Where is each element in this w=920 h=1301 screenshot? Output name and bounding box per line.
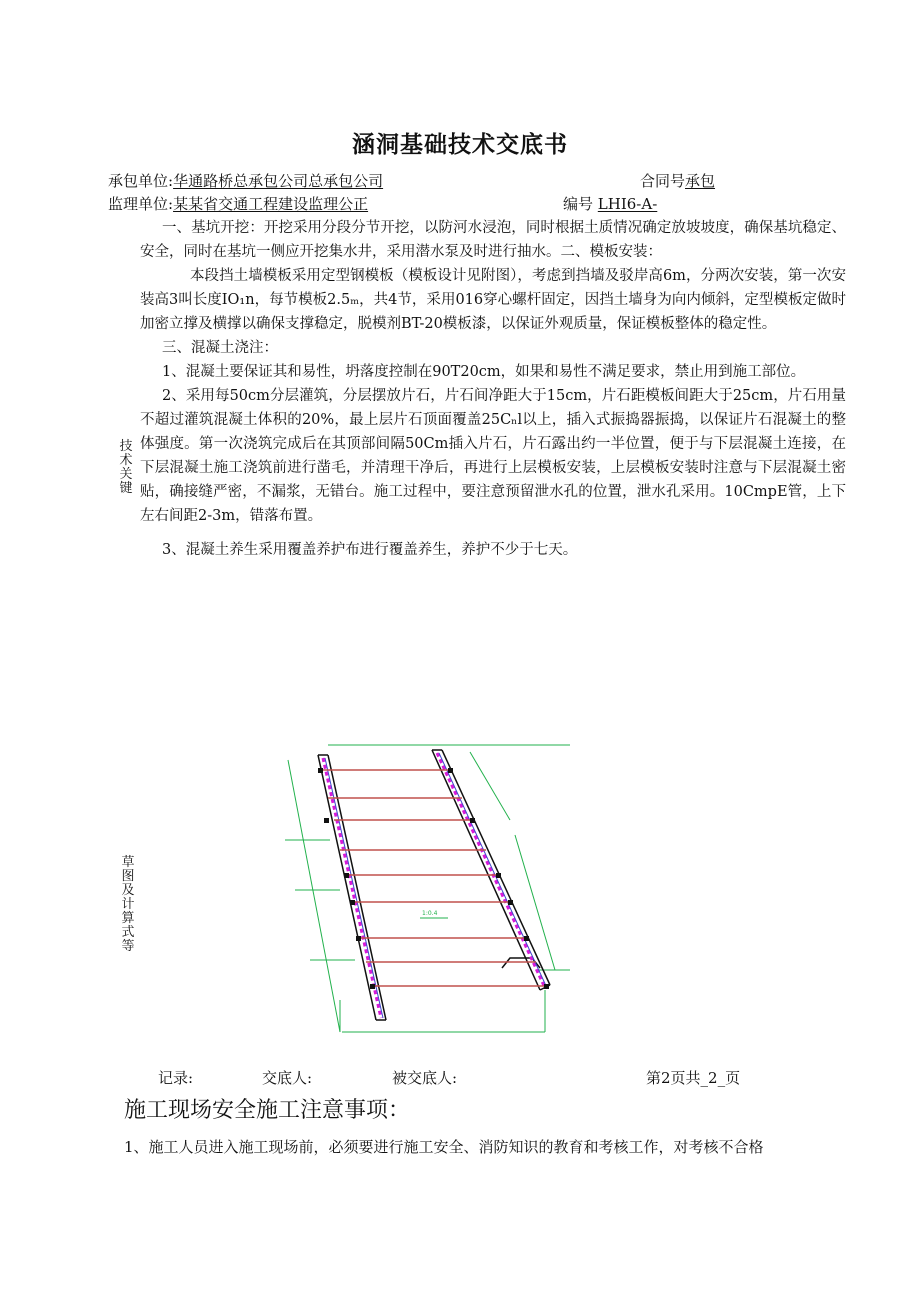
left-lining-blue [325, 758, 383, 1018]
contract-no-value: 承包 [685, 172, 716, 190]
rod-ends [318, 768, 549, 989]
side-label-sketch: 草图及计算式等 [121, 855, 135, 954]
supervisor-label: 监理单位: [108, 195, 174, 213]
footer-record: 记录: [158, 1069, 194, 1087]
serial-value: LHI6-A- [597, 195, 658, 213]
safety-line-1: 1、施工人员进入施工现场前，必须要进行施工安全、消防知识的教育和考核工作，对考核不合格 [124, 1138, 764, 1156]
item3-paragraph: 3、混凝土养生采用覆盖养护布进行覆盖养生，养护不少于七天。 [162, 542, 578, 558]
item2-paragraph: 2、采用每50cm分层灌筑，分层摆放片石，片石间净距大于15cm，片石距模板间距大于25cm，片石用量不超过灌筑混凝土体积的20%，最上层片石顶面覆盖25Cₙl以上，插入式振捣器振捣，以保证片石混凝土的整体强度。第一次浇筑完成后在其顶部间隔50Cm插入片石，片石露出约一半位置，便于与下层混凝土连接，在下层混凝土施工浇筑前进行凿毛，并清理干净后，再进行上层模板安装，上层模板安装时注意与下层混凝土密贴，确接缝严密，不漏浆，无错台。施工过程中，要注意预留泄水孔的位置，泄水孔采用。10CmpE管，上下左右间距2-3m，错落布置。 [140, 388, 846, 524]
formwork-sketch [270, 740, 580, 1040]
contract-no-label: 合同号 [640, 172, 686, 190]
section3-title: 三、混凝土浇注： [162, 340, 278, 356]
section2-paragraph: 本段挡土墙模板采用定型钢模板（模板设计见附图），考虑到挡墙及驳岸高6m，分两次安装，第一次安装高3叫长度IO₁n，每节模板2.5ₘ，共4节，采用016穿心螺杆固定，因挡土墙身为向内倾斜，定型模板定做时加密立撑及横撑以确保支撑稳定，脱模剂BT-20模板漆，以保证外观质量，保证模板整体的稳定性。 [140, 268, 846, 332]
left-wall [318, 755, 386, 1020]
left-lining [323, 758, 381, 1018]
serial-label: 编号 [563, 195, 594, 213]
contractor-value: 华通路桥总承包公司总承包公司 [173, 172, 384, 190]
side-label-tech-key: 技术关键 [119, 439, 133, 496]
footer-receiver: 被交底人: [392, 1069, 458, 1087]
supervisor-value: 某某省交通工程建设监理公正 [173, 195, 369, 213]
contract-no-row [640, 171, 715, 191]
dimension-lines [285, 745, 570, 1032]
footer-page: 第2页共_2_页 [646, 1069, 741, 1087]
supervisor-row [108, 194, 368, 214]
body-text [140, 216, 846, 562]
serial-row [563, 194, 657, 214]
item1-paragraph: 1、混凝土要保证其和易性，坍落度控制在90T20cm，如果和易性不满足要求，禁止用到施工部位。 [162, 364, 806, 380]
section1-paragraph: 一、基坑开挖：开挖采用分段分节开挖，以防河水浸泡，同时根据土质情况确定放坡坡度，确保基坑稳定、安全，同时在基坑一侧应开挖集水井，采用潜水泵及时进行抽水。二、模板安装： [140, 220, 846, 260]
safety-title: 施工现场安全施工注意事项： [124, 1098, 411, 1123]
contractor-label: 承包单位: [108, 172, 174, 190]
slope-label: 1:0.4 [422, 910, 438, 917]
document-title: 涵洞基础技术交底书 [352, 131, 568, 158]
footer-discloser: 交底人: [262, 1069, 313, 1087]
right-lining-blue [439, 753, 547, 988]
contractor-row [108, 171, 383, 191]
